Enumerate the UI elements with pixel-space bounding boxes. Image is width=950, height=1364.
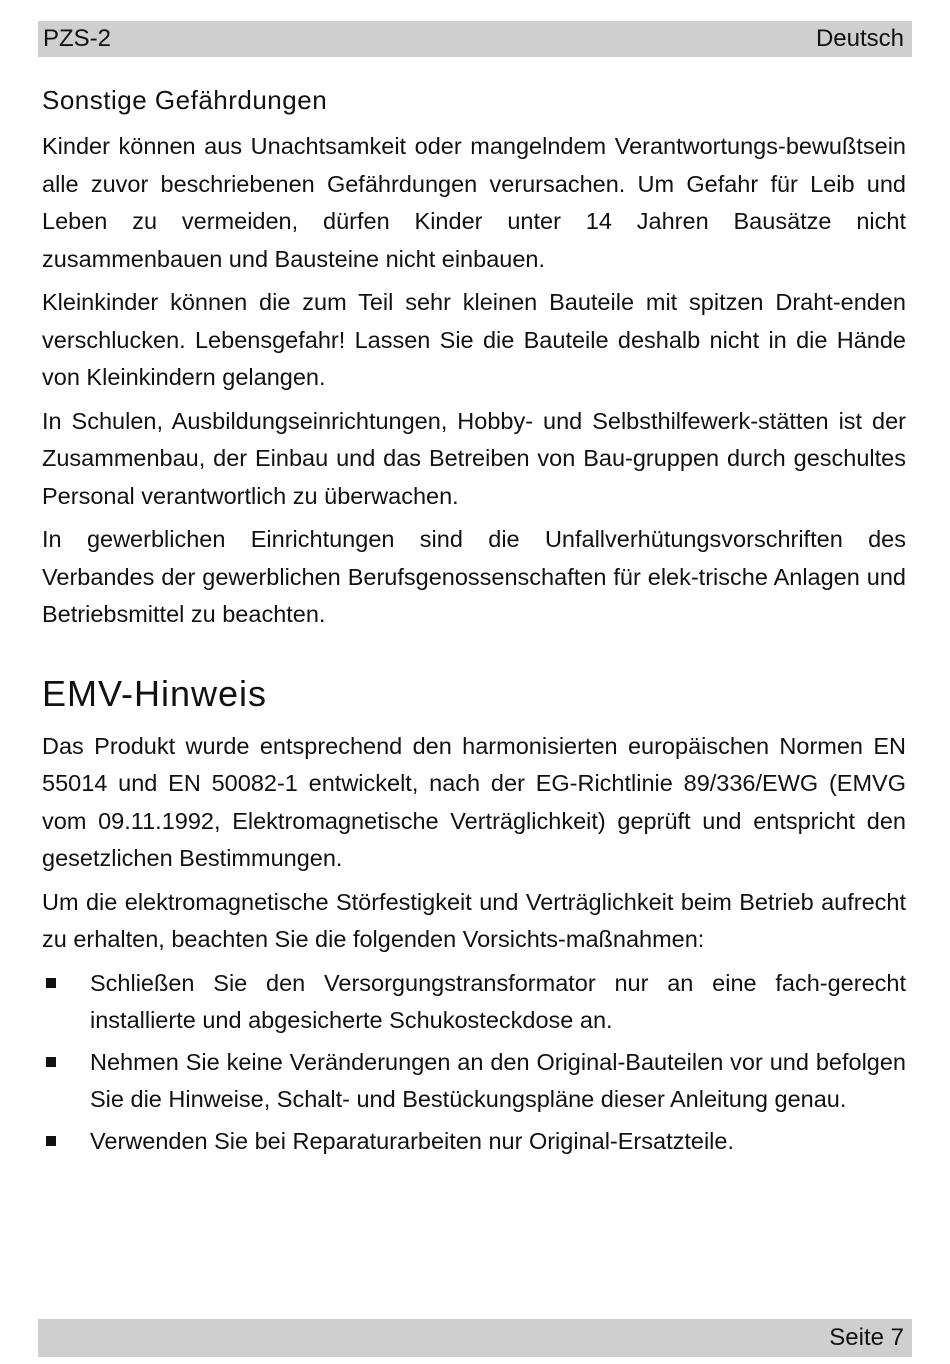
paragraph: Um die elektromagnetische Störfestigkeit und Verträglichkeit beim Betrieb aufrecht zu erhalten, beachten Sie die folgenden Vorsichts-maßnahmen: — [42, 888, 906, 952]
square-bullet-icon — [46, 1057, 56, 1067]
page-header — [38, 21, 912, 57]
list-item-text: Verwenden Sie bei Reparaturarbeiten nur Original-Ersatzteile. — [90, 1127, 734, 1154]
precaution-list — [42, 965, 906, 1161]
page-content — [42, 82, 906, 1164]
section-title-emv: EMV-Hinweis — [42, 672, 268, 714]
list-item — [42, 1044, 906, 1119]
page-footer — [38, 1319, 912, 1357]
square-bullet-icon — [46, 1136, 56, 1146]
paragraph: Das Produkt wurde entsprechend den harmonisierten europäischen Normen EN 55014 und EN 50082-1 entwickelt, nach der EG-Richtlinie 89/336/EWG (EMVG vom 09.11.1992, Elektromagnetische Verträglichkeit) geprüft und entspricht den gesetzlichen Bestimmungen. — [42, 732, 906, 871]
square-bullet-icon — [46, 978, 56, 988]
header-language: Deutsch — [815, 25, 904, 52]
paragraph: Kinder können aus Unachtsamkeit oder mangelndem Verantwortungs-bewußtsein alle zuvor beschriebenen Gefährdungen verursachen. Um Gefahr für Leib und Leben zu vermeiden, dürfen Kinder unter 14 Jahren Bausätze nicht zusammenbauen und Bausteine nicht einbauen. — [42, 133, 906, 272]
list-item-text: Nehmen Sie keine Veränderungen an den Original-Bauteilen vor und befolgen Sie die Hinweise, Schalt- und Bestückungspläne dieser Anleitung genau. — [90, 1048, 906, 1112]
list-item — [42, 1123, 906, 1161]
list-item — [42, 965, 906, 1040]
paragraph: In Schulen, Ausbildungseinrichtungen, Hobby- und Selbsthilfewerk-stätten ist der Zusammenbau, der Einbau und das Betreiben von Bau-gruppen durch geschultes Personal verantwortlich zu überwachen. — [42, 407, 906, 509]
section-heading-hazards: Sonstige Gefährdungen — [42, 85, 328, 115]
paragraph: In gewerblichen Einrichtungen sind die Unfallverhütungsvorschriften des Verbandes der gewerblichen Berufsgenossenschaften für elek-trische Anlagen und Betriebsmittel zu beachten. — [42, 526, 906, 627]
list-item-text: Schließen Sie den Versorgungstransformator nur an eine fach-gerecht installierte und abgesicherte Schukosteckdose an. — [90, 969, 906, 1033]
paragraph: Kleinkinder können die zum Teil sehr kleinen Bauteile mit spitzen Draht-enden verschlucken. Lebensgefahr! Lassen Sie die Bauteile deshalb nicht in die Hände von Kleinkindern gelangen. — [42, 289, 906, 390]
header-model: PZS-2 — [43, 25, 112, 52]
page-number: Seite 7 — [829, 1324, 904, 1351]
